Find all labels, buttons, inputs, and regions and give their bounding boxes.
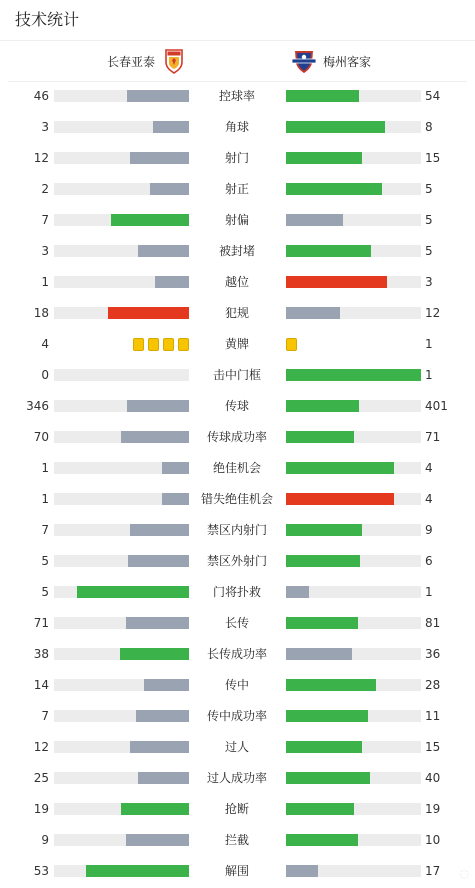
home-stat-bar-fill <box>127 400 189 412</box>
home-stat-bar-fill <box>77 586 189 598</box>
away-stat-bar <box>286 462 421 474</box>
away-stat-bar-fill <box>286 307 340 319</box>
home-stat-bar-fill <box>150 183 189 195</box>
home-stat-bar-fill <box>121 431 189 443</box>
stat-row <box>0 143 475 174</box>
away-stat-value: 5 <box>425 182 433 196</box>
home-stat-bar-fill <box>162 462 189 474</box>
away-stat-bar <box>286 555 421 567</box>
home-stat-bar-fill <box>127 90 189 102</box>
home-stat-bar <box>54 772 189 784</box>
away-stat-bar <box>286 493 421 505</box>
home-stat-value: 346 <box>26 399 49 413</box>
stat-row <box>0 422 475 453</box>
away-stat-value: 401 <box>425 399 448 413</box>
stat-label: 错失绝佳机会 <box>200 492 273 506</box>
stat-label: 黄牌 <box>224 337 249 351</box>
away-stat-bar-fill <box>286 834 358 846</box>
stat-row <box>0 608 475 639</box>
stat-row <box>0 856 475 887</box>
away-stat-bar-fill <box>286 524 362 536</box>
stat-row <box>0 825 475 856</box>
away-stat-value: 1 <box>425 585 433 599</box>
home-stat-bar <box>54 183 189 195</box>
stat-label: 传球 <box>224 399 249 413</box>
home-stat-value: 38 <box>33 647 49 661</box>
stat-row <box>0 763 475 794</box>
home-stat-bar <box>54 493 189 505</box>
home-stat-bar <box>54 648 189 660</box>
home-stat-value: 3 <box>41 244 49 258</box>
away-stat-value: 28 <box>425 678 441 692</box>
stat-row <box>0 732 475 763</box>
home-stat-bar <box>54 834 189 846</box>
stat-row <box>0 577 475 608</box>
away-stat-bar-fill <box>286 772 370 784</box>
home-stat-bar <box>54 741 189 753</box>
home-stat-bar <box>54 524 189 536</box>
home-team-header[interactable] <box>107 47 187 75</box>
home-stat-bar <box>54 121 189 133</box>
home-stat-bar-fill <box>108 307 189 319</box>
away-stat-bar <box>286 121 421 133</box>
away-yellow-cards <box>286 338 299 351</box>
away-stat-value: 6 <box>425 554 433 568</box>
stat-row <box>0 453 475 484</box>
home-stat-bar-fill <box>120 648 189 660</box>
yellow-card-icon <box>286 338 297 351</box>
away-stat-bar-fill <box>286 679 376 691</box>
stat-row <box>0 484 475 515</box>
home-stat-bar-fill <box>144 679 189 691</box>
stat-label: 过人 <box>224 740 249 754</box>
away-stat-bar-fill <box>286 121 385 133</box>
home-stat-value: 18 <box>33 306 49 320</box>
away-stat-value: 54 <box>425 89 441 103</box>
away-stat-value: 4 <box>425 492 433 506</box>
away-stat-bar-fill <box>286 586 309 598</box>
away-stat-value: 8 <box>425 120 433 134</box>
stat-row <box>0 81 475 112</box>
stat-label: 长传 <box>224 616 249 630</box>
away-stat-bar-fill <box>286 152 362 164</box>
away-stat-bar <box>286 741 421 753</box>
home-stat-bar <box>54 803 189 815</box>
stat-label: 角球 <box>224 120 249 134</box>
away-stat-bar <box>286 276 421 288</box>
away-stat-value: 12 <box>425 306 441 320</box>
away-stat-bar <box>286 772 421 784</box>
stat-label: 禁区外射门 <box>206 554 267 568</box>
home-yellow-cards <box>131 338 189 351</box>
away-stat-bar <box>286 865 421 877</box>
away-stat-value: 15 <box>425 151 441 165</box>
home-stat-value: 12 <box>33 151 49 165</box>
away-stat-bar <box>286 369 421 381</box>
home-stat-value: 3 <box>41 120 49 134</box>
stat-label: 击中门框 <box>212 368 261 382</box>
away-stat-value: 5 <box>425 213 433 227</box>
home-stat-value: 71 <box>33 616 49 630</box>
home-stat-bar <box>54 400 189 412</box>
away-stat-bar <box>286 617 421 629</box>
yellow-card-icon <box>148 338 159 351</box>
home-stat-bar-fill <box>111 214 189 226</box>
away-stat-value: 1 <box>425 337 433 351</box>
stat-label: 传中 <box>224 678 249 692</box>
stat-row <box>0 174 475 205</box>
away-stat-bar-fill <box>286 214 343 226</box>
away-stat-bar <box>286 710 421 722</box>
away-stat-value: 81 <box>425 616 441 630</box>
home-stat-bar-fill <box>138 772 189 784</box>
stat-row <box>0 205 475 236</box>
stat-label: 传球成功率 <box>206 430 267 444</box>
home-stat-bar <box>54 214 189 226</box>
stat-row <box>0 639 475 670</box>
yellow-card-icon <box>133 338 144 351</box>
away-stat-bar <box>286 400 421 412</box>
away-stat-value: 11 <box>425 709 441 723</box>
home-stat-bar <box>54 462 189 474</box>
home-stat-value: 4 <box>41 337 49 351</box>
stat-label: 门将扑救 <box>212 585 261 599</box>
home-stat-value: 7 <box>41 213 49 227</box>
stat-label: 长传成功率 <box>206 647 267 661</box>
stat-label: 射门 <box>224 151 249 165</box>
away-stat-bar-fill <box>286 741 362 753</box>
away-stat-bar <box>286 679 421 691</box>
away-stat-bar-fill <box>286 245 371 257</box>
away-stat-bar-fill <box>286 493 394 505</box>
away-stat-bar <box>286 524 421 536</box>
away-stat-bar <box>286 803 421 815</box>
away-stat-bar-fill <box>286 400 359 412</box>
home-stat-bar <box>54 617 189 629</box>
away-stat-bar <box>286 152 421 164</box>
away-stat-value: 10 <box>425 833 441 847</box>
home-stat-value: 5 <box>41 554 49 568</box>
away-stat-bar <box>286 586 421 598</box>
watermark: ◌ <box>459 867 469 880</box>
home-team-name: 长春亚泰 <box>106 54 155 69</box>
away-stat-value: 5 <box>425 244 433 258</box>
home-stat-value: 1 <box>41 461 49 475</box>
away-stat-bar <box>286 307 421 319</box>
away-stat-value: 36 <box>425 647 441 661</box>
away-stat-bar-fill <box>286 865 318 877</box>
home-stat-bar-fill <box>130 524 189 536</box>
away-team-header[interactable] <box>291 47 371 75</box>
meizhou-crest-icon <box>291 48 317 74</box>
yellow-card-icon <box>178 338 189 351</box>
stat-row <box>0 794 475 825</box>
stat-row <box>0 267 475 298</box>
home-stat-bar-fill <box>128 555 189 567</box>
away-stat-value: 3 <box>425 275 433 289</box>
home-stat-bar <box>54 555 189 567</box>
away-stat-value: 1 <box>425 368 433 382</box>
home-stat-value: 25 <box>33 771 49 785</box>
home-stat-bar-fill <box>153 121 189 133</box>
home-stat-value: 46 <box>33 89 49 103</box>
stat-row <box>0 701 475 732</box>
stat-row <box>0 546 475 577</box>
stat-row <box>0 391 475 422</box>
stat-label: 射偏 <box>224 213 249 227</box>
home-stat-value: 12 <box>33 740 49 754</box>
stat-label: 解围 <box>224 864 249 878</box>
away-stat-bar-fill <box>286 90 359 102</box>
home-stat-bar <box>54 307 189 319</box>
away-stat-bar-fill <box>286 555 360 567</box>
away-team-name: 梅州客家 <box>323 54 372 69</box>
away-stat-bar <box>286 834 421 846</box>
stat-label: 抢断 <box>224 802 249 816</box>
home-stat-value: 2 <box>41 182 49 196</box>
away-stat-bar <box>286 648 421 660</box>
stat-row <box>0 236 475 267</box>
home-stat-bar <box>54 586 189 598</box>
away-stat-value: 40 <box>425 771 441 785</box>
stat-label: 犯规 <box>224 306 249 320</box>
home-stat-bar <box>54 90 189 102</box>
stat-label: 禁区内射门 <box>206 523 267 537</box>
away-stat-value: 15 <box>425 740 441 754</box>
away-stat-bar-fill <box>286 369 421 381</box>
home-stat-value: 14 <box>33 678 49 692</box>
home-stat-bar <box>54 431 189 443</box>
home-stat-value: 7 <box>41 709 49 723</box>
home-stat-bar-fill <box>138 245 189 257</box>
home-stat-value: 9 <box>41 833 49 847</box>
away-stat-bar-fill <box>286 431 354 443</box>
home-stat-bar-fill <box>136 710 189 722</box>
away-stat-bar-fill <box>286 462 394 474</box>
away-stat-bar <box>286 431 421 443</box>
stat-label: 绝佳机会 <box>212 461 261 475</box>
home-stat-value: 1 <box>41 275 49 289</box>
away-stat-value: 71 <box>425 430 441 444</box>
stat-row <box>0 329 475 360</box>
away-stat-bar-fill <box>286 183 382 195</box>
home-stat-value: 53 <box>33 864 49 878</box>
away-stat-bar-fill <box>286 803 354 815</box>
stat-label: 控球率 <box>218 89 255 103</box>
home-stat-bar <box>54 710 189 722</box>
away-stat-bar-fill <box>286 276 387 288</box>
home-stat-bar-fill <box>130 152 189 164</box>
away-stat-value: 4 <box>425 461 433 475</box>
stat-label: 过人成功率 <box>206 771 267 785</box>
home-stat-bar <box>54 152 189 164</box>
home-stat-value: 5 <box>41 585 49 599</box>
stat-row <box>0 360 475 391</box>
away-stat-value: 9 <box>425 523 433 537</box>
home-stat-bar-fill <box>130 741 189 753</box>
stat-label: 越位 <box>224 275 249 289</box>
stat-label: 拦截 <box>224 833 249 847</box>
yellow-card-icon <box>163 338 174 351</box>
away-stat-bar <box>286 90 421 102</box>
away-stat-bar-fill <box>286 617 358 629</box>
home-stat-value: 19 <box>33 802 49 816</box>
page-title: 技术统计 <box>15 10 80 29</box>
stat-label: 射正 <box>224 182 249 196</box>
away-stat-bar-fill <box>286 648 352 660</box>
away-stat-bar <box>286 183 421 195</box>
away-stat-bar <box>286 245 421 257</box>
home-stat-bar <box>54 865 189 877</box>
yatai-crest-icon <box>161 48 187 74</box>
home-stat-bar <box>54 245 189 257</box>
home-stat-bar <box>54 276 189 288</box>
away-stat-bar <box>286 214 421 226</box>
away-stat-value: 19 <box>425 802 441 816</box>
home-stat-value: 7 <box>41 523 49 537</box>
stat-row <box>0 298 475 329</box>
home-stat-bar <box>54 679 189 691</box>
away-stat-bar-fill <box>286 710 368 722</box>
home-stat-bar-fill <box>162 493 189 505</box>
away-stat-value: 17 <box>425 864 441 878</box>
home-stat-value: 0 <box>41 368 49 382</box>
title-divider <box>0 40 475 41</box>
home-stat-bar <box>54 369 189 381</box>
stat-row <box>0 112 475 143</box>
home-stat-bar-fill <box>126 834 189 846</box>
home-stat-bar-fill <box>86 865 189 877</box>
stat-label: 被封堵 <box>218 244 255 258</box>
home-stat-bar-fill <box>126 617 189 629</box>
home-stat-value: 1 <box>41 492 49 506</box>
stat-row <box>0 515 475 546</box>
home-stat-bar-fill <box>121 803 189 815</box>
home-stat-value: 70 <box>33 430 49 444</box>
stat-row <box>0 670 475 701</box>
home-stat-bar-fill <box>155 276 189 288</box>
stat-label: 传中成功率 <box>206 709 267 723</box>
